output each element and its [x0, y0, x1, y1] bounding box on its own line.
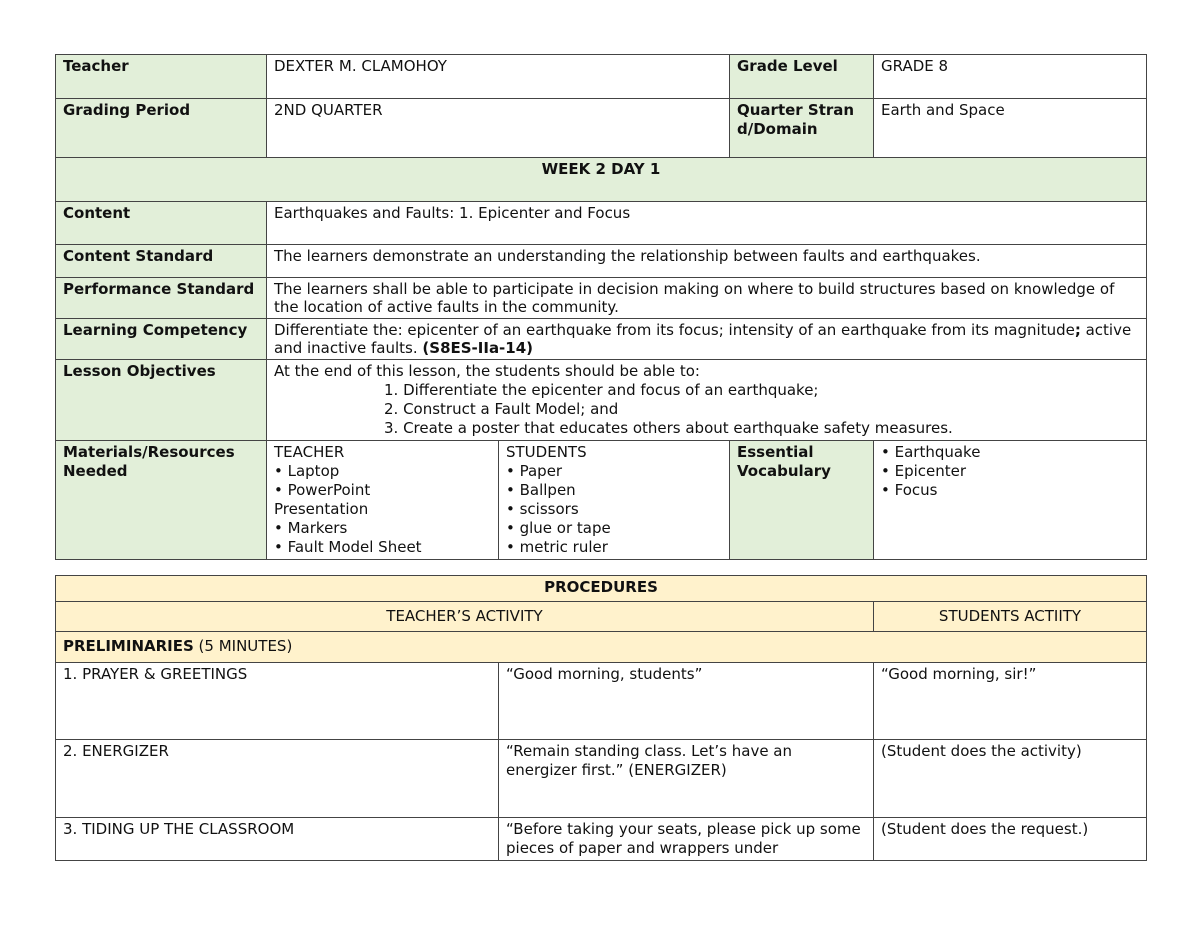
competency-text-2: active and inactive faults. [274, 321, 1132, 357]
quarter-strand-label: Quarter Strand/Domain [730, 99, 874, 158]
objectives-intro: At the end of this lesson, the students should be able to: [274, 362, 700, 380]
vocab-item: • Epicenter [881, 462, 967, 480]
procedure-step: 3. TIDING UP THE CLASSROOM [56, 818, 499, 861]
grade-level-label: Grade Level [730, 55, 874, 99]
procedure-student-activity: “Good morning, sir!” [874, 663, 1147, 740]
preliminaries-label: PRELIMINARIES [63, 637, 194, 655]
material-item: • metric ruler [506, 538, 608, 556]
teacher-materials-heading: TEACHER [274, 443, 345, 461]
procedures-table [55, 575, 1147, 861]
learning-competency-label: Learning Competency [56, 319, 267, 360]
students-activity-header: STUDENTS ACTIITY [874, 602, 1147, 632]
competency-semicolon: ; [1074, 321, 1081, 339]
grade-level-value: GRADE 8 [874, 55, 1147, 99]
procedure-teacher-activity: “Good morning, students” [499, 663, 874, 740]
material-item: • Fault Model Sheet [274, 538, 422, 556]
essential-vocabulary-label: Essential Vocabulary [730, 441, 874, 560]
procedure-student-activity: (Student does the activity) [874, 740, 1147, 818]
competency-code: (S8ES-IIa-14) [422, 339, 534, 357]
material-item: • Laptop [274, 462, 340, 480]
objective-item: 2. Construct a Fault Model; and [384, 400, 619, 418]
essential-vocabulary-list [874, 441, 1147, 560]
procedure-teacher-activity: “Remain standing class. Let’s have an energizer first.” (ENERGIZER) [499, 740, 874, 818]
vocab-item: • Earthquake [881, 443, 981, 461]
teacher-materials [267, 441, 499, 560]
content-value: Earthquakes and Faults: 1. Epicenter and Focus [267, 202, 1147, 245]
competency-text: Differentiate the: epicenter of an earthquake from its focus; intensity of an earthquake from its magnitude [274, 321, 1075, 339]
week-title: WEEK 2 DAY 1 [56, 158, 1147, 202]
lesson-objectives-label: Lesson Objectives [56, 360, 267, 441]
performance-standard-label: Performance Standard [56, 278, 267, 319]
lesson-objectives-value [267, 360, 1147, 441]
preliminaries-row [56, 632, 1147, 663]
materials-label: Materials/Resources Needed [56, 441, 267, 560]
procedure-step: 2. ENERGIZER [56, 740, 499, 818]
teachers-activity-header: TEACHER’S ACTIVITY [56, 602, 874, 632]
content-standard-label: Content Standard [56, 245, 267, 278]
preliminaries-duration: (5 MINUTES) [193, 637, 293, 655]
lesson-info-table [55, 54, 1147, 560]
material-item: Presentation [274, 500, 369, 518]
procedure-student-activity: (Student does the request.) [874, 818, 1147, 861]
teacher-label: Teacher [56, 55, 267, 99]
quarter-strand-value: Earth and Space [874, 99, 1147, 158]
grading-period-label: Grading Period [56, 99, 267, 158]
procedure-teacher-activity: “Before taking your seats, please pick up some pieces of paper and wrappers under [499, 818, 874, 861]
student-materials [499, 441, 730, 560]
learning-competency-value [267, 319, 1147, 360]
content-label: Content [56, 202, 267, 245]
material-item: • Ballpen [506, 481, 576, 499]
content-standard-value: The learners demonstrate an understanding the relationship between faults and earthquakes. [267, 245, 1147, 278]
procedures-title: PROCEDURES [56, 576, 1147, 602]
material-item: • Markers [274, 519, 348, 537]
material-item: • glue or tape [506, 519, 611, 537]
material-item: • Paper [506, 462, 563, 480]
grading-period-value: 2ND QUARTER [267, 99, 730, 158]
procedure-step: 1. PRAYER & GREETINGS [56, 663, 499, 740]
performance-standard-value: The learners shall be able to participate in decision making on where to build structures based on knowledge of the location of active faults in the community. [267, 278, 1147, 319]
material-item: • scissors [506, 500, 579, 518]
objective-item: 3. Create a poster that educates others about earthquake safety measures. [384, 419, 953, 437]
student-materials-heading: STUDENTS [506, 443, 587, 461]
material-item: • PowerPoint [274, 481, 371, 499]
objective-item: 1. Differentiate the epicenter and focus of an earthquake; [384, 381, 819, 399]
teacher-value: DEXTER M. CLAMOHOY [267, 55, 730, 99]
vocab-item: • Focus [881, 481, 938, 499]
